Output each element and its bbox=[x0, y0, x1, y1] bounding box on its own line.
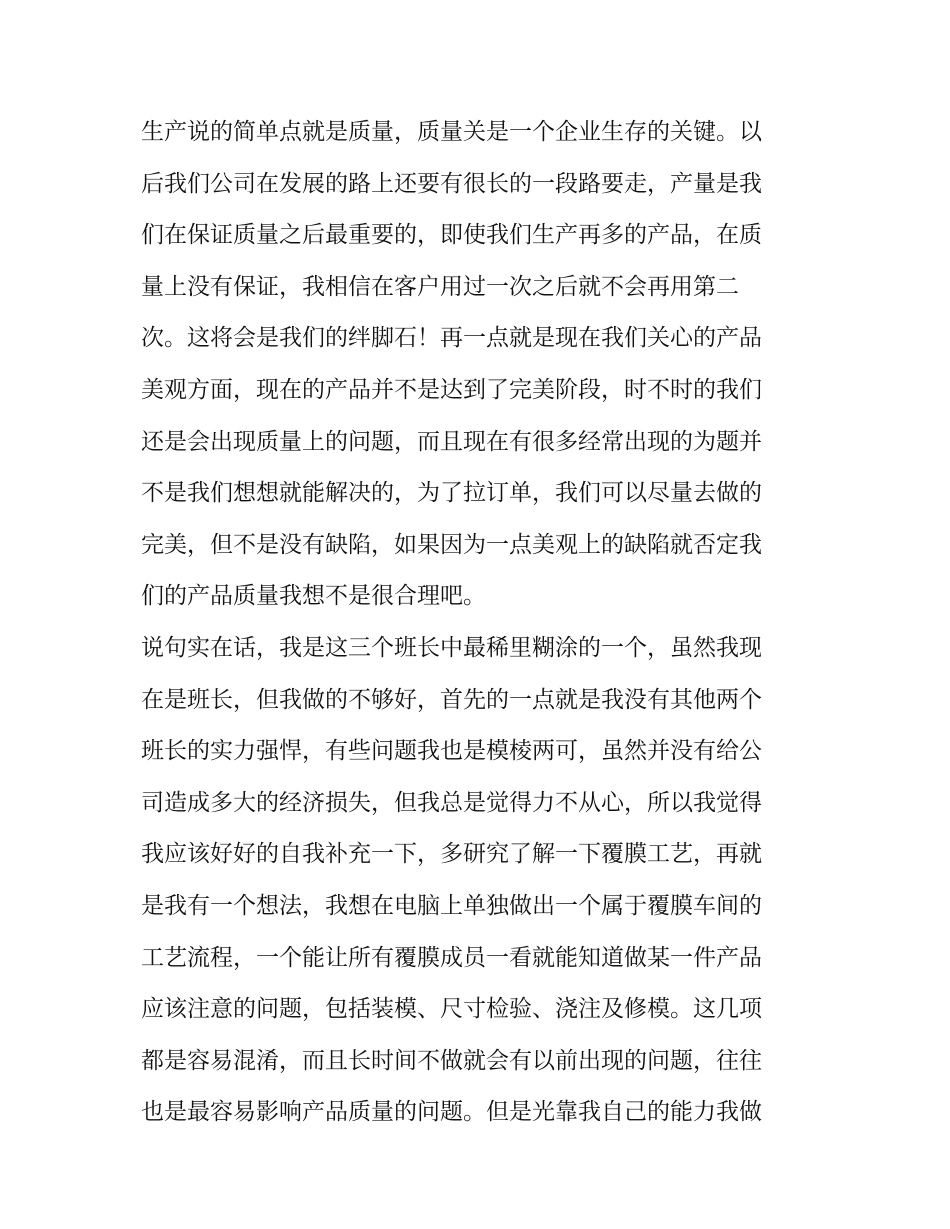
body-text bbox=[141, 107, 821, 1139]
text-line: 们的产品质量我想不是很合理吧。 bbox=[141, 583, 486, 610]
text-line: 不是我们想想就能解决的，为了拉订单，我们可以尽量去做的 bbox=[141, 480, 762, 507]
text-line: 班长的实力强悍，有些问题我也是模棱两可，虽然并没有给公 bbox=[141, 738, 762, 765]
text-line: 也是最容易影响产品质量的问题。但是光靠我自己的能力我做 bbox=[141, 1099, 762, 1126]
text-line: 次。这将会是我们的绊脚石！再一点就是现在我们关心的产品 bbox=[141, 325, 762, 352]
text-line: 量上没有保证，我相信在客户用过一次之后就不会再用第二 bbox=[141, 273, 739, 300]
text-line: 还是会出现质量上的问题，而且现在有很多经常出现的为题并 bbox=[141, 428, 762, 455]
text-line: 在是班长，但我做的不够好，首先的一点就是我没有其他两个 bbox=[141, 686, 762, 713]
text-line: 是我有一个想法，我想在电脑上单独做出一个属于覆膜车间的 bbox=[141, 892, 762, 919]
text-line: 都是容易混淆，而且长时间不做就会有以前出现的问题，往往 bbox=[141, 1047, 762, 1074]
text-line: 们在保证质量之后最重要的，即使我们生产再多的产品，在质 bbox=[141, 222, 762, 249]
text-line: 应该注意的问题，包括装模、尺寸检验、浇注及修模。这几项 bbox=[141, 996, 762, 1023]
text-line: 我应该好好的自我补充一下，多研究了解一下覆膜工艺，再就 bbox=[141, 841, 762, 868]
text-line: 后我们公司在发展的路上还要有很长的一段路要走，产量是我 bbox=[141, 170, 762, 197]
text-line: 完美，但不是没有缺陷，如果因为一点美观上的缺陷就否定我 bbox=[141, 531, 762, 558]
text-line: 工艺流程，一个能让所有覆膜成员一看就能知道做某一件产品 bbox=[141, 944, 762, 971]
text-line: 说句实在话，我是这三个班长中最稀里糊涂的一个，虽然我现 bbox=[141, 634, 762, 661]
text-line: 司造成多大的经济损失，但我总是觉得力不从心，所以我觉得 bbox=[141, 789, 762, 816]
text-line: 美观方面，现在的产品并不是达到了完美阶段，时不时的我们 bbox=[141, 376, 762, 403]
text-line: 生产说的简单点就是质量，质量关是一个企业生存的关键。以 bbox=[141, 119, 762, 145]
